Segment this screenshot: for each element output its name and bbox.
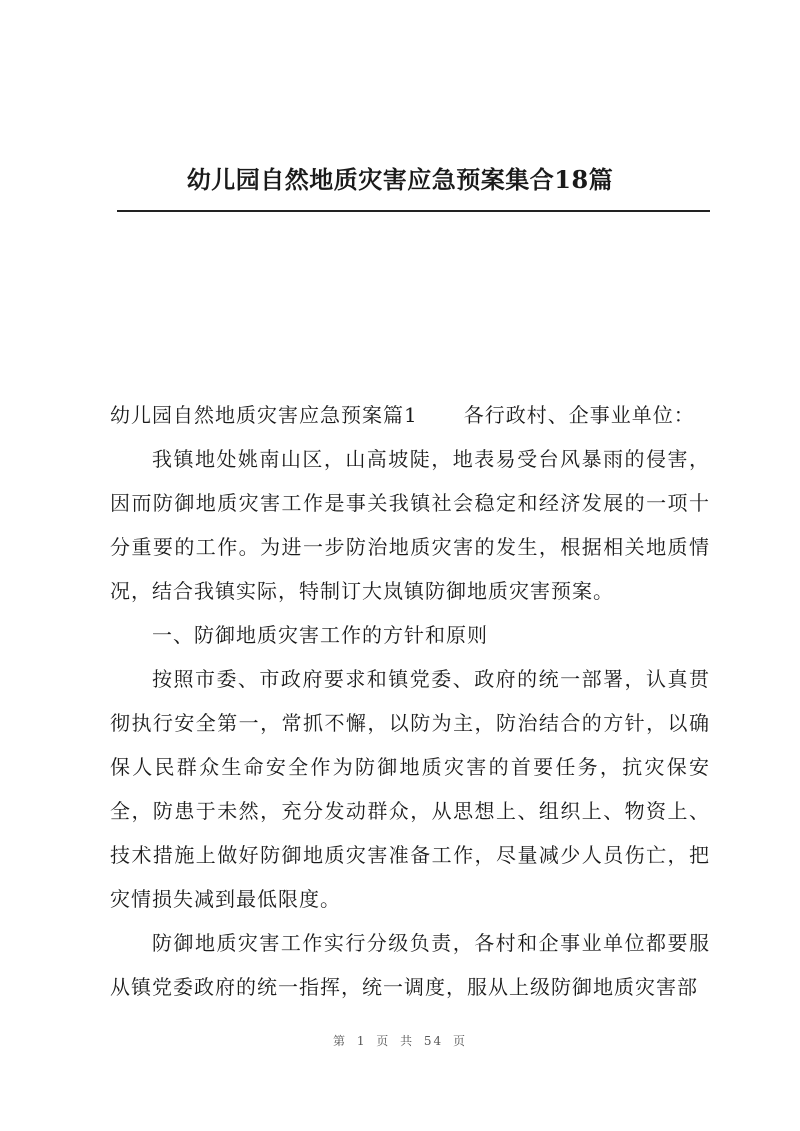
title-divider [117,210,710,212]
paragraph-responsibility: 防御地质灾害工作实行分级负责，各村和企事业单位都要服从镇党委政府的统一指挥，统一调度，服从上级防御地质灾害部 [110,931,710,999]
document-title: 幼儿园自然地质灾害应急预案集合18篇 [186,165,614,194]
paragraph-intro: 我镇地处姚南山区，山高坡陡，地表易受台风暴雨的侵害，因而防御地质灾害工作是事关我镇社会稳定和经济发展的一项十分重要的工作。为进一步防治地质灾害的发生，根据相关地质情况，结合我镇实际，特制订大岚镇防御地质灾害预案。 [110,447,710,603]
salutation: 各行政村、企事业单位： [463,403,695,427]
section-heading: 幼儿园自然地质灾害应急预案篇1 [110,403,418,427]
paragraph-principles: 按照市委、市政府要求和镇党委、政府的统一部署，认真贯彻执行安全第一，常抓不懈，以防为主，防治结合的方针，以确保人民群众生命安全作为防御地质灾害的首要任务，抗灾保安全，防患于未然，充分发动群众，从思想上、组织上、物资上、技术措施上做好防御地质灾害准备工作，尽量减少人员伤亡，把灾情损失减到最低限度。 [110,667,710,911]
page-footer: 第 1 页 共 54 页 [333,1034,467,1048]
subheading-principles: 一、防御地质灾害工作的方针和原则 [152,623,488,647]
document-body [110,393,710,1009]
section-heading-line [110,393,710,437]
